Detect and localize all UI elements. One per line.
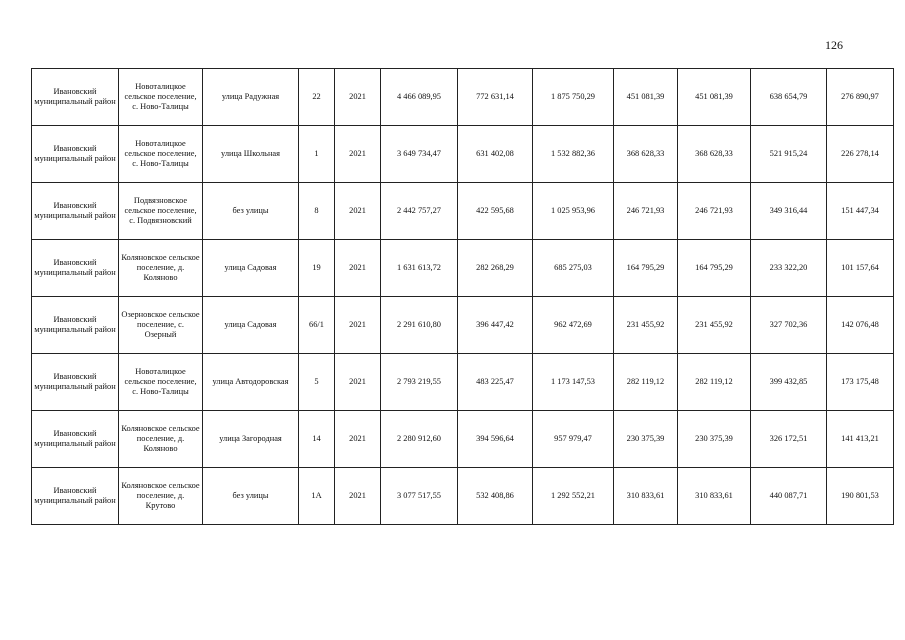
total-cost-cell: 2 442 757,27 <box>381 183 458 240</box>
settlement-cell: Новоталицкое сельское поселение, с. Ново-Талицы <box>119 354 203 411</box>
house-number-cell: 22 <box>299 69 335 126</box>
district-cell: Ивановский муниципальный район <box>32 69 119 126</box>
table-row <box>32 126 894 183</box>
amount-cell-5: 326 172,51 <box>751 411 827 468</box>
amount-cell-2: 685 275,03 <box>533 240 614 297</box>
amount-cell-5: 521 915,24 <box>751 126 827 183</box>
total-cost-cell: 2 291 610,80 <box>381 297 458 354</box>
amount-cell-3: 164 795,29 <box>614 240 678 297</box>
street-cell: улица Автодоровская <box>203 354 299 411</box>
street-cell: улица Загородная <box>203 411 299 468</box>
amount-cell-5: 233 322,20 <box>751 240 827 297</box>
house-number-cell: 8 <box>299 183 335 240</box>
amount-cell-6: 190 801,53 <box>827 468 894 525</box>
street-cell: без улицы <box>203 468 299 525</box>
street-cell: улица Садовая <box>203 297 299 354</box>
amount-cell-3: 231 455,92 <box>614 297 678 354</box>
settlement-cell: Коляновское сельское поселение, д. Коляново <box>119 240 203 297</box>
amount-cell-6: 141 413,21 <box>827 411 894 468</box>
table-row <box>32 354 894 411</box>
amount-cell-3: 451 081,39 <box>614 69 678 126</box>
district-cell: Ивановский муниципальный район <box>32 468 119 525</box>
district-cell: Ивановский муниципальный район <box>32 411 119 468</box>
total-cost-cell: 3 077 517,55 <box>381 468 458 525</box>
total-cost-cell: 2 280 912,60 <box>381 411 458 468</box>
amount-cell-4: 246 721,93 <box>678 183 751 240</box>
table-row <box>32 411 894 468</box>
amount-cell-4: 310 833,61 <box>678 468 751 525</box>
table-body <box>32 69 894 525</box>
amount-cell-6: 173 175,48 <box>827 354 894 411</box>
total-cost-cell: 1 631 613,72 <box>381 240 458 297</box>
amount-cell-5: 638 654,79 <box>751 69 827 126</box>
amount-cell-3: 282 119,12 <box>614 354 678 411</box>
amount-cell-6: 276 890,97 <box>827 69 894 126</box>
year-cell: 2021 <box>335 240 381 297</box>
table-row <box>32 69 894 126</box>
amount-cell-5: 440 087,71 <box>751 468 827 525</box>
amount-cell-4: 451 081,39 <box>678 69 751 126</box>
district-cell: Ивановский муниципальный район <box>32 126 119 183</box>
settlement-cell: Озерновское сельское поселение, с. Озерный <box>119 297 203 354</box>
street-cell: улица Радужная <box>203 69 299 126</box>
house-number-cell: 1 <box>299 126 335 183</box>
amount-cell-1: 422 595,68 <box>458 183 533 240</box>
street-cell: без улицы <box>203 183 299 240</box>
street-cell: улица Школьная <box>203 126 299 183</box>
house-number-cell: 14 <box>299 411 335 468</box>
amount-cell-3: 310 833,61 <box>614 468 678 525</box>
amount-cell-2: 1 292 552,21 <box>533 468 614 525</box>
amount-cell-6: 101 157,64 <box>827 240 894 297</box>
year-cell: 2021 <box>335 69 381 126</box>
amount-cell-1: 394 596,64 <box>458 411 533 468</box>
amount-cell-3: 230 375,39 <box>614 411 678 468</box>
amount-cell-5: 399 432,85 <box>751 354 827 411</box>
year-cell: 2021 <box>335 411 381 468</box>
year-cell: 2021 <box>335 297 381 354</box>
total-cost-cell: 4 466 089,95 <box>381 69 458 126</box>
house-number-cell: 19 <box>299 240 335 297</box>
amount-cell-4: 282 119,12 <box>678 354 751 411</box>
amount-cell-1: 772 631,14 <box>458 69 533 126</box>
amount-cell-1: 483 225,47 <box>458 354 533 411</box>
total-cost-cell: 2 793 219,55 <box>381 354 458 411</box>
amount-cell-2: 1 025 953,96 <box>533 183 614 240</box>
amount-cell-2: 1 532 882,36 <box>533 126 614 183</box>
street-cell: улица Садовая <box>203 240 299 297</box>
settlement-cell: Подвязновское сельское поселение, с. Подвязновский <box>119 183 203 240</box>
amount-cell-1: 282 268,29 <box>458 240 533 297</box>
amount-cell-5: 349 316,44 <box>751 183 827 240</box>
amount-cell-2: 1 173 147,53 <box>533 354 614 411</box>
house-number-cell: 1А <box>299 468 335 525</box>
amount-cell-6: 142 076,48 <box>827 297 894 354</box>
house-number-cell: 66/1 <box>299 297 335 354</box>
amount-cell-5: 327 702,36 <box>751 297 827 354</box>
amount-cell-1: 396 447,42 <box>458 297 533 354</box>
district-cell: Ивановский муниципальный район <box>32 240 119 297</box>
year-cell: 2021 <box>335 183 381 240</box>
registry-table <box>31 68 894 525</box>
year-cell: 2021 <box>335 468 381 525</box>
amount-cell-3: 246 721,93 <box>614 183 678 240</box>
total-cost-cell: 3 649 734,47 <box>381 126 458 183</box>
amount-cell-4: 368 628,33 <box>678 126 751 183</box>
amount-cell-1: 631 402,08 <box>458 126 533 183</box>
amount-cell-6: 151 447,34 <box>827 183 894 240</box>
district-cell: Ивановский муниципальный район <box>32 297 119 354</box>
house-number-cell: 5 <box>299 354 335 411</box>
amount-cell-1: 532 408,86 <box>458 468 533 525</box>
year-cell: 2021 <box>335 354 381 411</box>
settlement-cell: Новоталицкое сельское поселение, с. Ново-Талицы <box>119 69 203 126</box>
amount-cell-6: 226 278,14 <box>827 126 894 183</box>
district-cell: Ивановский муниципальный район <box>32 183 119 240</box>
amount-cell-2: 1 875 750,29 <box>533 69 614 126</box>
amount-cell-3: 368 628,33 <box>614 126 678 183</box>
amount-cell-2: 957 979,47 <box>533 411 614 468</box>
table-row <box>32 468 894 525</box>
district-cell: Ивановский муниципальный район <box>32 354 119 411</box>
settlement-cell: Коляновское сельское поселение, д. Крутово <box>119 468 203 525</box>
amount-cell-4: 230 375,39 <box>678 411 751 468</box>
year-cell: 2021 <box>335 126 381 183</box>
page-number: 126 <box>825 38 843 52</box>
table-row <box>32 297 894 354</box>
settlement-cell: Коляновское сельское поселение, д. Коляново <box>119 411 203 468</box>
settlement-cell: Новоталицкое сельское поселение, с. Ново-Талицы <box>119 126 203 183</box>
amount-cell-4: 231 455,92 <box>678 297 751 354</box>
amount-cell-4: 164 795,29 <box>678 240 751 297</box>
table-row <box>32 240 894 297</box>
table-row <box>32 183 894 240</box>
amount-cell-2: 962 472,69 <box>533 297 614 354</box>
